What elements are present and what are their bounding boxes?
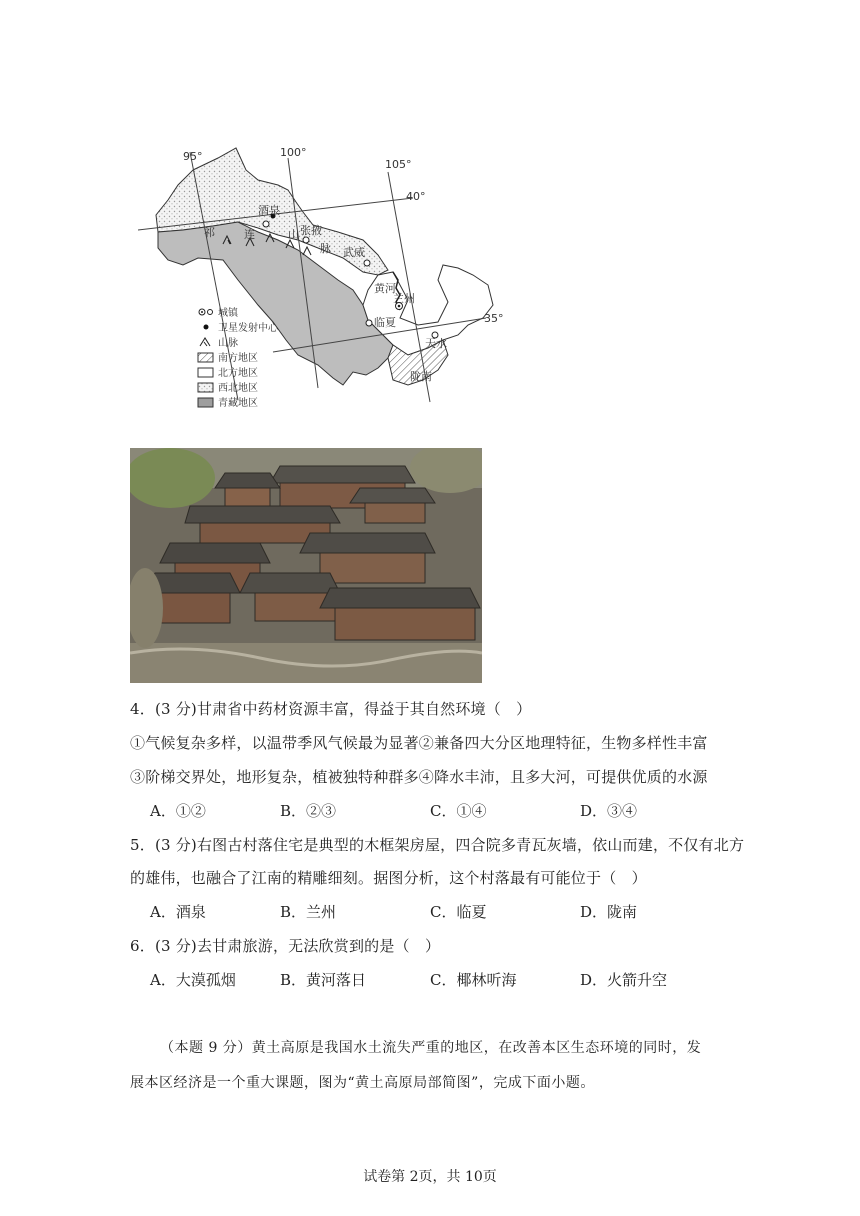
question-5-stem-line-1: 5．(3 分)右图古村落住宅是典型的木框架房屋，四合院多青瓦灰墙，依山而建，不仅有北方 — [130, 836, 745, 854]
question-5-option-b[interactable]: B．兰州 — [280, 903, 337, 921]
question-5-stem-line-2: 的雄伟，也融合了江南的精雕细刻。据图分析，这个村落最有可能位于（ ） — [130, 869, 647, 887]
passage-line-1: （本题 9 分）黄土高原是我国水土流失严重的地区，在改善本区生态环境的同时，发 — [160, 1040, 702, 1056]
question-5-option-c[interactable]: C．临夏 — [430, 903, 487, 921]
legend-north: 北方地区 — [218, 368, 258, 379]
question-4-statement-1: ①气候复杂多样，以温带季风气候最为显著②兼备四大分区地理特征，生物多样性丰富 — [130, 734, 708, 752]
lat-35-label: 35° — [484, 312, 504, 325]
gansu-map — [138, 140, 518, 415]
place-zhangye: 张掖 — [300, 224, 322, 237]
question-4-stem: 4．(3 分)甘肃省中药材资源丰富，得益于其自然环境（ ） — [130, 700, 532, 718]
question-5-option-a[interactable]: A．酒泉 — [150, 903, 206, 921]
question-4-option-d[interactable]: D．③④ — [580, 802, 638, 820]
place-linxia: 临夏 — [374, 316, 396, 329]
question-6-option-b[interactable]: B．黄河落日 — [280, 971, 367, 989]
legend-launch-center: 卫星发射中心 — [218, 323, 278, 334]
question-4-statement-2: ③阶梯交界处，地形复杂，植被独特种群多④降水丰沛，且多大河，可提供优质的水源 — [130, 768, 708, 786]
page-footer: 试卷第 2页，共 10页 — [363, 1169, 497, 1185]
legend-south: 南方地区 — [218, 353, 258, 364]
question-6-stem: 6．(3 分)去甘肃旅游，无法欣赏到的是（ ） — [130, 937, 441, 955]
mountain-char-4: 脉 — [320, 242, 331, 255]
place-jiuquan: 酒泉 — [258, 204, 280, 217]
map-legend — [198, 306, 279, 409]
village-photo — [130, 448, 482, 683]
lat-40-label: 40° — [406, 190, 426, 203]
question-6-option-a[interactable]: A．大漠孤烟 — [150, 971, 236, 989]
mountain-char-3: 山 — [288, 228, 299, 241]
legend-qingzang: 青藏地区 — [218, 398, 258, 409]
lon-95-label: 95° — [183, 150, 203, 163]
question-6-option-c[interactable]: C．椰林听海 — [430, 971, 517, 989]
legend-northwest: 西北地区 — [218, 383, 258, 394]
passage-line-2: 展本区经济是一个重大课题，图为“黄土高原局部简图”，完成下面小题。 — [130, 1075, 595, 1091]
question-6-option-d[interactable]: D．火箭升空 — [580, 971, 668, 989]
place-tianshui: 天水 — [425, 337, 447, 350]
place-yellow-river: 黄河 — [374, 282, 396, 295]
mountain-char-1: 祁 — [204, 226, 215, 239]
question-4-option-c[interactable]: C．①④ — [430, 802, 487, 820]
question-4-option-b[interactable]: B．②③ — [280, 802, 337, 820]
lon-105-label: 105° — [385, 158, 412, 171]
legend-town: 城镇 — [218, 308, 238, 319]
legend-mountain: 山脉 — [218, 338, 238, 349]
lon-100-label: 100° — [280, 146, 307, 159]
mountain-char-2: 连 — [244, 228, 255, 241]
question-4-option-a[interactable]: A．①② — [150, 802, 206, 820]
place-lanzhou: 兰州 — [393, 292, 415, 305]
place-wuwei: 武威 — [343, 246, 365, 259]
place-longnan: 陇南 — [410, 370, 432, 383]
question-5-option-d[interactable]: D．陇南 — [580, 903, 638, 921]
